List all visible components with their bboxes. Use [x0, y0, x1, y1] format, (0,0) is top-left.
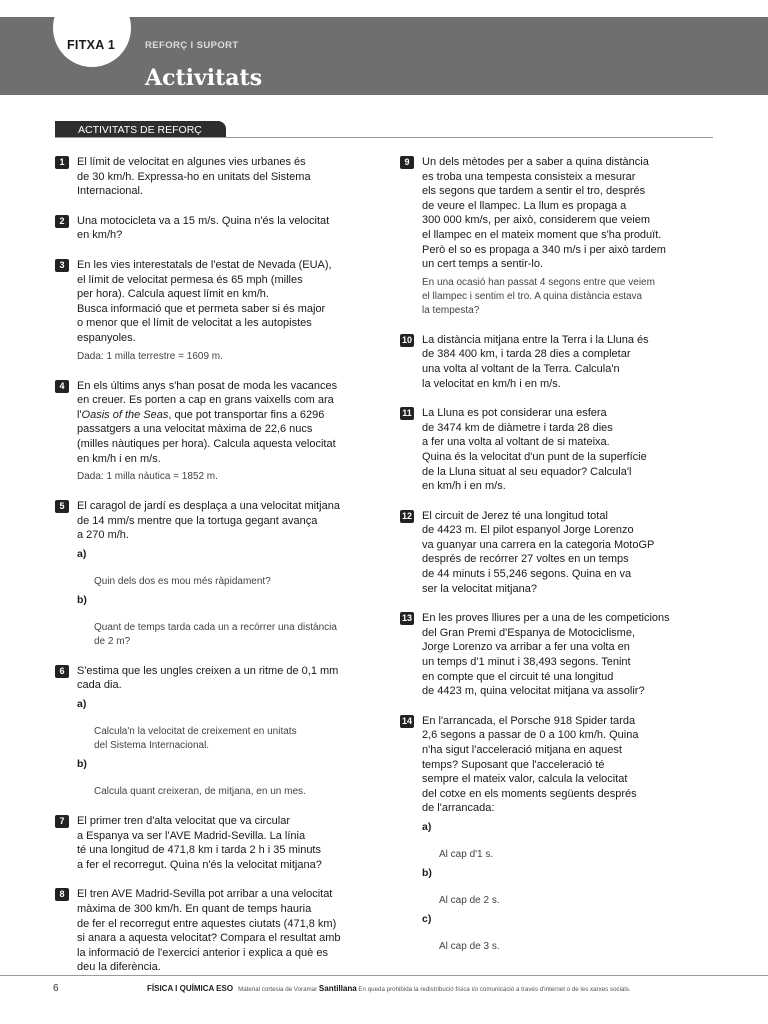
- exercise-number-badge: 9: [400, 156, 414, 169]
- footer-divider: [0, 975, 768, 976]
- exercise-3: [55, 258, 365, 364]
- header-subtitle: REFORÇ I SUPORT: [145, 40, 239, 51]
- left-column: [55, 155, 365, 975]
- exercise-11: [400, 406, 715, 494]
- exercise-text-part: , que pot transportar fins a 6296 passatgers a una velocitat màxima de 22,6 nucs (milles nàutiques per hora). Calcula aquesta velocitat en km/h i en m/s.: [77, 408, 336, 465]
- exercise-text-part: En els últims anys s'han posat de moda les vacances en creuer. Es porten a cap en grans vaixells com ara l': [77, 379, 338, 421]
- exercise-6: [55, 664, 365, 799]
- exercise-number-badge: 7: [55, 815, 69, 828]
- exercise-1: [55, 155, 365, 199]
- exercise-13: [400, 611, 715, 699]
- exercise-text: La Lluna es pot considerar una esfera de 3474 km de diàmetre i tarda 28 dies a fer una volta al voltant de si mateixa. Quina és la velocitat d'un punt de la superfície de la Lluna situat al seu equador? Calcula'l en km/h i en m/s.: [422, 407, 647, 493]
- footer-credit: [147, 984, 631, 993]
- publisher-brand: Santillana: [318, 984, 357, 993]
- exercise-number-badge: 2: [55, 215, 69, 228]
- sub-question-b: [77, 593, 365, 649]
- book-title: FÍSICA I QUÍMICA ESO: [147, 984, 234, 993]
- fitxa-label: FITXA 1: [67, 38, 116, 52]
- ship-name: Oasis of the Seas: [81, 408, 169, 421]
- exercise-number-badge: 6: [55, 665, 69, 678]
- exercise-number-badge: 1: [55, 156, 69, 169]
- exercise-text: En l'arrancada, el Porsche 918 Spider tarda 2,6 segons a passar de 0 a 100 km/h. Quina n'ha sigut l'acceleració mitjana en aquest temps? Suposant que l'acceleració té sempre el mateix valor, calcula la velocitat del cotxe en els moments següents després de l'arrancada:: [422, 714, 639, 815]
- page-number: 6: [53, 983, 59, 994]
- exercise-text: El límit de velocitat en algunes vies urbanes és de 30 km/h. Expressa-ho en unitats del Sistema Internacional.: [77, 156, 311, 198]
- sub-question-letter: b): [422, 866, 432, 879]
- sub-question-b: [422, 866, 715, 908]
- credit-text-rest: En queda prohibida la redistribució física i/o comunicació a través d'internet o de les xarxes socials.: [356, 986, 631, 993]
- exercise-number-badge: 12: [401, 510, 412, 521]
- exercise-12: [400, 509, 715, 597]
- exercise-text: El caragol de jardí es desplaça a una velocitat mitjana de 14 mm/s mentre que la tortuga gegant avança a 270 m/h.: [77, 500, 340, 542]
- exercise-text: Un dels mètodes per a saber a quina distància es troba una tempesta consisteix a mesurar els segons que tardem a sentir el tro, després de veure el llampec. La llum es propaga a 300 000 km/s, per això, considerem que veiem el llampec en el mateix moment que s'ha produït. Però el so es propaga a 340 m/s i per això tardem un cert temps a sentir-lo.: [422, 156, 666, 271]
- exercise-text: La distància mitjana entre la Terra i la Lluna és de 384 400 km, i tarda 28 dies a completar una volta al voltant de la Terra. Calcula'n la velocitat en km/h i en m/s.: [422, 333, 649, 390]
- sub-question-letter: a): [77, 547, 87, 560]
- exercise-4: [55, 379, 365, 485]
- sub-question-letter: b): [77, 758, 87, 771]
- exercise-text: El circuit de Jerez té una longitud total de 4423 m. El pilot espanyol Jorge Lorenzo va guanyar una carrera en la categoria MotoGP després de recórrer 27 voltes en un temps de 44 minuts i 55,246 segons. Quina en va ser la velocitat mitjana?: [422, 509, 655, 595]
- sub-question-letter: a): [422, 820, 432, 833]
- sub-question-a: [77, 697, 365, 753]
- sub-question-text: Quant de temps tarda cada un a recórrer una distància de 2 m?: [94, 621, 337, 647]
- exercise-text: En les proves lliures per a una de les competicions del Gran Premi d'Espanya de Motociclisme, Jorge Lorenzo va arribar a fer una volta en un temps d'1 minut i 38,493 segons. Tenint en compte que el circuit té una longitud de 4423 m, quina velocitat mitjana va assolir?: [422, 612, 670, 698]
- exercise-follow-up: En una ocasió han passat 4 segons entre que veiem el llampec i sentim el tro. A quina distància estava la tempesta?: [422, 276, 655, 316]
- section-tab: ACTIVITATS DE REFORÇ: [55, 121, 226, 138]
- exercise-2: [55, 214, 365, 243]
- sub-question-text: Calcula'n la velocitat de creixement en unitats del Sistema Internacional.: [94, 726, 297, 752]
- sub-question-text: Calcula quant creixeran, de mitjana, en un mes.: [94, 786, 306, 798]
- exercise-text: El tren AVE Madrid-Sevilla pot arribar a una velocitat màxima de 300 km/h. En quant de temps hauria de fer el recorregut entre aquestes ciutats (471,8 km) si anara a aquesta velocitat? Compara el resultat amb la informació de l'exercici anterior i explica a què es deu la diferència.: [77, 888, 341, 974]
- exercise-text: El primer tren d'alta velocitat que va circular a Espanya va ser l'AVE Madrid-Sevilla. La línia té una longitud de 471,8 km i tarda 2 h i 35 minuts a fer el recorregut. Quina n'és la velocitat mitjana?: [77, 815, 322, 871]
- exercise-text: En les vies interestatals de l'estat de Nevada (EUA), el límit de velocitat permesa és 65 mph (milles per hora). Calcula aquest límit en km/h. Busca informació que et permeta saber si és major o menor que el límit de velocitat a les autopistes espanyoles.: [77, 258, 332, 344]
- sub-question-text: Al cap de 2 s.: [439, 894, 500, 906]
- exercise-9: [400, 155, 715, 318]
- exercise-number-badge: 3: [55, 259, 69, 272]
- exercise-data-note: Dada: 1 milla terrestre = 1609 m.: [77, 350, 223, 362]
- sub-question-a: [77, 547, 365, 589]
- exercise-number-badge: 4: [55, 380, 69, 393]
- exercise-7: [55, 814, 365, 872]
- credit-text: Material cortesia de Voramar: [238, 986, 319, 993]
- sub-question-c: [422, 912, 715, 954]
- page-title: Activitats: [145, 65, 263, 91]
- exercise-number-badge: 14: [401, 715, 412, 726]
- sub-question-letter: c): [422, 912, 432, 925]
- exercise-8: [55, 887, 365, 975]
- exercise-number-badge: 10: [401, 334, 412, 345]
- section-divider: [55, 137, 713, 138]
- exercise-number-badge: 13: [401, 613, 412, 624]
- right-column: [400, 155, 715, 954]
- exercise-text: [77, 379, 365, 467]
- exercise-number-badge: 8: [55, 888, 69, 901]
- exercise-14: [400, 714, 715, 954]
- exercise-number-badge: 5: [55, 500, 69, 513]
- sub-question-text: Al cap de 3 s.: [439, 940, 500, 952]
- exercise-10: [400, 333, 715, 391]
- exercise-number-badge: 11: [400, 407, 414, 420]
- sub-question-letter: b): [77, 593, 87, 606]
- header-banner: [0, 17, 768, 95]
- exercise-data-note: Dada: 1 milla nàutica = 1852 m.: [77, 471, 218, 483]
- sub-question-text: Quin dels dos es mou més ràpidament?: [94, 575, 271, 587]
- sub-question-b: [77, 757, 365, 799]
- sub-question-letter: a): [77, 698, 87, 711]
- exercise-text: S'estima que les ungles creixen a un ritme de 0,1 mm cada dia.: [77, 664, 339, 692]
- exercise-text: Una motocicleta va a 15 m/s. Quina n'és la velocitat en km/h?: [77, 214, 330, 242]
- exercise-5: [55, 499, 365, 649]
- sub-question-a: [422, 820, 715, 862]
- sub-question-text: Al cap d'1 s.: [439, 848, 494, 860]
